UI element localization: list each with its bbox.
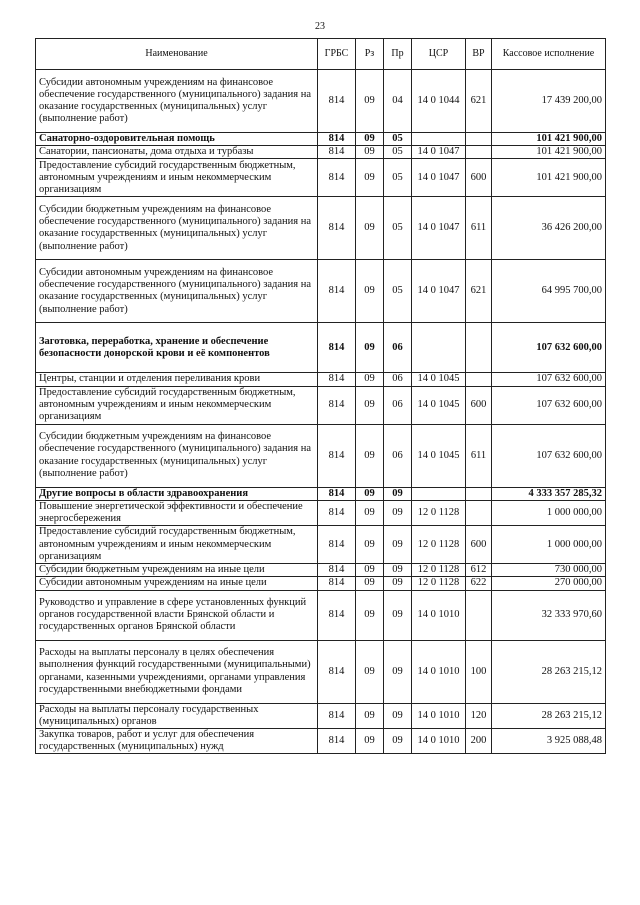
row-csr — [412, 133, 466, 146]
row-amount: 3 925 088,48 — [492, 729, 606, 754]
row-amount: 1 000 000,00 — [492, 526, 606, 564]
table-row — [36, 590, 606, 640]
header-rz: Рз — [356, 39, 384, 70]
row-name: Субсидии бюджетным учреждениям на финансовое обеспечение государственного (муниципального) задания на оказание государственных (муниципальных) услуг (выполнение работ) — [36, 424, 318, 487]
table-header-row — [36, 39, 606, 70]
row-grbs: 814 — [318, 526, 356, 564]
row-csr: 14 0 1047 — [412, 197, 466, 260]
header-grbs: ГРБС — [318, 39, 356, 70]
row-rz: 09 — [356, 159, 384, 197]
row-vr: 100 — [466, 640, 492, 703]
row-pr: 05 — [384, 133, 412, 146]
row-csr: 14 0 1044 — [412, 70, 466, 133]
row-pr: 06 — [384, 424, 412, 487]
row-grbs: 814 — [318, 197, 356, 260]
row-vr — [466, 500, 492, 525]
row-csr: 14 0 1045 — [412, 424, 466, 487]
row-grbs: 814 — [318, 487, 356, 500]
row-name: Субсидии автономным учреждениям на финансовое обеспечение государственного (муниципального) задания на оказание государственных (муниципальных) услуг (выполнение работ) — [36, 70, 318, 133]
row-csr: 14 0 1010 — [412, 640, 466, 703]
row-csr — [412, 323, 466, 373]
table-row — [36, 386, 606, 424]
row-grbs: 814 — [318, 70, 356, 133]
row-csr: 14 0 1045 — [412, 386, 466, 424]
row-amount: 1 000 000,00 — [492, 500, 606, 525]
row-vr — [466, 487, 492, 500]
row-amount: 101 421 900,00 — [492, 146, 606, 159]
row-name: Субсидии автономным учреждениям на иные цели — [36, 577, 318, 590]
row-amount: 101 421 900,00 — [492, 133, 606, 146]
table-row — [36, 564, 606, 577]
row-pr: 09 — [384, 526, 412, 564]
row-amount: 730 000,00 — [492, 564, 606, 577]
row-pr: 05 — [384, 197, 412, 260]
table-row — [36, 146, 606, 159]
row-amount: 28 263 215,12 — [492, 703, 606, 728]
row-grbs: 814 — [318, 424, 356, 487]
row-pr: 09 — [384, 564, 412, 577]
row-grbs: 814 — [318, 564, 356, 577]
row-vr: 120 — [466, 703, 492, 728]
row-pr: 06 — [384, 373, 412, 386]
row-csr: 12 0 1128 — [412, 564, 466, 577]
row-amount: 107 632 600,00 — [492, 424, 606, 487]
row-grbs: 814 — [318, 159, 356, 197]
row-csr: 14 0 1010 — [412, 703, 466, 728]
row-name: Расходы на выплаты персоналу государственных (муниципальных) органов — [36, 703, 318, 728]
row-grbs: 814 — [318, 640, 356, 703]
header-csr: ЦСР — [412, 39, 466, 70]
table-row — [36, 323, 606, 373]
table-row — [36, 703, 606, 728]
row-name: Повышение энергетической эффективности и обеспечение энергосбережения — [36, 500, 318, 525]
row-grbs: 814 — [318, 590, 356, 640]
table-row — [36, 133, 606, 146]
header-amount: Кассовое исполнение — [492, 39, 606, 70]
row-csr: 12 0 1128 — [412, 526, 466, 564]
row-rz: 09 — [356, 487, 384, 500]
row-csr: 14 0 1010 — [412, 590, 466, 640]
row-grbs: 814 — [318, 323, 356, 373]
table-row — [36, 70, 606, 133]
row-amount: 64 995 700,00 — [492, 260, 606, 323]
row-rz: 09 — [356, 500, 384, 525]
row-name: Субсидии бюджетным учреждениям на финансовое обеспечение государственного (муниципального) задания на оказание государственных (муниципальных) услуг (выполнение работ) — [36, 197, 318, 260]
row-vr: 600 — [466, 526, 492, 564]
row-amount: 107 632 600,00 — [492, 373, 606, 386]
row-rz: 09 — [356, 424, 384, 487]
row-pr: 05 — [384, 260, 412, 323]
row-amount: 101 421 900,00 — [492, 159, 606, 197]
row-pr: 09 — [384, 729, 412, 754]
table-row — [36, 424, 606, 487]
row-pr: 09 — [384, 577, 412, 590]
row-rz: 09 — [356, 386, 384, 424]
row-name: Субсидии бюджетным учреждениям на иные цели — [36, 564, 318, 577]
table-row — [36, 500, 606, 525]
row-name: Предоставление субсидий государственным бюджетным, автономным учреждениям и иным некоммерческим организациям — [36, 159, 318, 197]
row-name: Закупка товаров, работ и услуг для обеспечения государственных (муниципальных) нужд — [36, 729, 318, 754]
row-csr: 14 0 1047 — [412, 146, 466, 159]
row-name: Санаторно-оздоровительная помощь — [36, 133, 318, 146]
table-row — [36, 526, 606, 564]
row-vr: 621 — [466, 70, 492, 133]
row-csr: 14 0 1010 — [412, 729, 466, 754]
row-vr — [466, 146, 492, 159]
row-vr — [466, 373, 492, 386]
row-grbs: 814 — [318, 146, 356, 159]
row-grbs: 814 — [318, 386, 356, 424]
row-vr: 611 — [466, 424, 492, 487]
row-rz: 09 — [356, 70, 384, 133]
row-pr: 09 — [384, 487, 412, 500]
row-pr: 06 — [384, 323, 412, 373]
page-number: 23 — [315, 21, 325, 32]
row-amount: 270 000,00 — [492, 577, 606, 590]
row-rz: 09 — [356, 577, 384, 590]
row-vr: 622 — [466, 577, 492, 590]
row-pr: 09 — [384, 500, 412, 525]
row-vr — [466, 590, 492, 640]
row-name: Другие вопросы в области здравоохранения — [36, 487, 318, 500]
row-rz: 09 — [356, 133, 384, 146]
row-csr: 14 0 1047 — [412, 159, 466, 197]
row-amount: 107 632 600,00 — [492, 386, 606, 424]
row-name: Руководство и управление в сфере установленных функций органов государственной власти Брянской области и государственных органов Брянской области — [36, 590, 318, 640]
row-rz: 09 — [356, 729, 384, 754]
row-grbs: 814 — [318, 729, 356, 754]
row-name: Санатории, пансионаты, дома отдыха и турбазы — [36, 146, 318, 159]
row-vr: 612 — [466, 564, 492, 577]
row-grbs: 814 — [318, 577, 356, 590]
row-rz: 09 — [356, 323, 384, 373]
table-row — [36, 487, 606, 500]
header-name: Наименование — [36, 39, 318, 70]
row-grbs: 814 — [318, 133, 356, 146]
header-pr: Пр — [384, 39, 412, 70]
row-vr — [466, 133, 492, 146]
table-row — [36, 577, 606, 590]
row-vr: 200 — [466, 729, 492, 754]
row-name: Заготовка, переработка, хранение и обеспечение безопасности донорской крови и её компонентов — [36, 323, 318, 373]
row-name: Субсидии автономным учреждениям на финансовое обеспечение государственного (муниципального) задания на оказание государственных (муниципальных) услуг (выполнение работ) — [36, 260, 318, 323]
row-rz: 09 — [356, 260, 384, 323]
table-row — [36, 197, 606, 260]
row-rz: 09 — [356, 590, 384, 640]
row-pr: 09 — [384, 640, 412, 703]
row-amount: 32 333 970,60 — [492, 590, 606, 640]
row-csr: 14 0 1047 — [412, 260, 466, 323]
table-row — [36, 159, 606, 197]
row-grbs: 814 — [318, 500, 356, 525]
row-vr: 600 — [466, 159, 492, 197]
row-amount: 107 632 600,00 — [492, 323, 606, 373]
table-row — [36, 640, 606, 703]
row-name: Предоставление субсидий государственным бюджетным, автономным учреждениям и иным некоммерческим организациям — [36, 386, 318, 424]
row-pr: 05 — [384, 159, 412, 197]
row-name: Расходы на выплаты персоналу в целях обеспечения выполнения функций государственными (муниципальными) органами, казенными учреждениями, органами управления государственными внебюджетными фондами — [36, 640, 318, 703]
row-vr: 611 — [466, 197, 492, 260]
row-amount: 17 439 200,00 — [492, 70, 606, 133]
row-rz: 09 — [356, 564, 384, 577]
row-rz: 09 — [356, 146, 384, 159]
table-row — [36, 373, 606, 386]
budget-table — [35, 38, 606, 754]
row-grbs: 814 — [318, 260, 356, 323]
row-csr: 14 0 1045 — [412, 373, 466, 386]
row-grbs: 814 — [318, 373, 356, 386]
row-grbs: 814 — [318, 703, 356, 728]
header-vr: ВР — [466, 39, 492, 70]
row-pr: 04 — [384, 70, 412, 133]
table-row — [36, 729, 606, 754]
row-name: Предоставление субсидий государственным бюджетным, автономным учреждениям и иным некоммерческим организациям — [36, 526, 318, 564]
row-rz: 09 — [356, 197, 384, 260]
row-pr: 05 — [384, 146, 412, 159]
row-pr: 09 — [384, 703, 412, 728]
row-csr: 12 0 1128 — [412, 500, 466, 525]
row-csr: 12 0 1128 — [412, 577, 466, 590]
table-row — [36, 260, 606, 323]
row-pr: 09 — [384, 590, 412, 640]
row-pr: 06 — [384, 386, 412, 424]
row-amount: 28 263 215,12 — [492, 640, 606, 703]
row-vr: 621 — [466, 260, 492, 323]
row-rz: 09 — [356, 640, 384, 703]
row-amount: 4 333 357 285,32 — [492, 487, 606, 500]
row-rz: 09 — [356, 703, 384, 728]
row-name: Центры, станции и отделения переливания крови — [36, 373, 318, 386]
row-amount: 36 426 200,00 — [492, 197, 606, 260]
row-rz: 09 — [356, 373, 384, 386]
row-csr — [412, 487, 466, 500]
row-vr: 600 — [466, 386, 492, 424]
row-rz: 09 — [356, 526, 384, 564]
row-vr — [466, 323, 492, 373]
